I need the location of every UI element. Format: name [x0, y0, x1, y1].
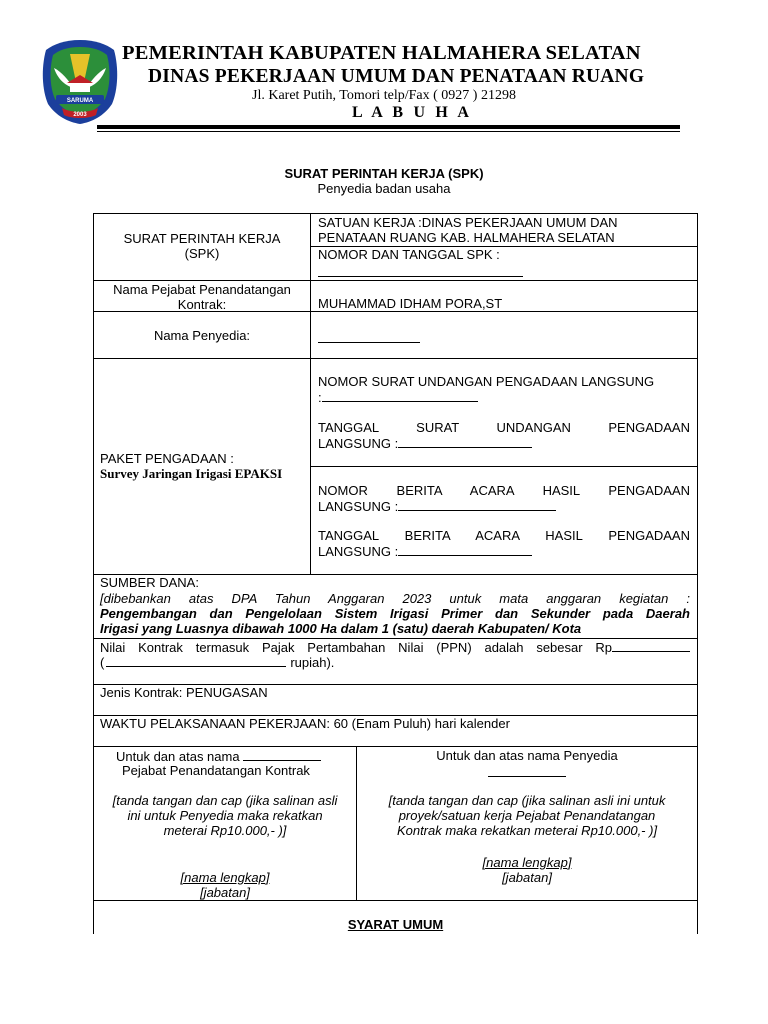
letterhead-city: L A B U H A: [352, 104, 473, 121]
tanggal-ba-blank: [398, 543, 532, 556]
nomor-ba-blank: [398, 498, 556, 511]
row-divider: [94, 746, 697, 747]
sumber-dana-line3: Irigasi yang Luasnya dibawah 1000 Ha dalam 1 (satu) daerah Kabupaten/ Kota: [100, 621, 582, 636]
column-divider: [310, 214, 311, 574]
nomor-ba-line2: [318, 498, 556, 514]
penyedia-blank: [318, 330, 420, 343]
nilai-kontrak-line2: [100, 654, 334, 670]
paket-label: PAKET PENGADAAN :: [100, 451, 234, 466]
satuan-kerja-line2: PENATAAN RUANG KAB. HALMAHERA SELATAN: [318, 230, 615, 245]
sumber-dana-label: SUMBER DANA:: [100, 575, 199, 590]
satuan-kerja-line1: SATUAN KERJA :DINAS PEKERJAAN UMUM DAN: [318, 215, 618, 230]
sign-right-note1: [tanda tangan dan cap (jika salinan asli ini untuk: [388, 793, 666, 808]
pejabat-label-line2: Kontrak:: [177, 297, 227, 312]
nomor-ba-label: LANGSUNG :: [318, 499, 399, 514]
tanggal-ba-label: LANGSUNG :: [318, 544, 399, 559]
sign-left-note3: meterai Rp10.000,- )]: [163, 823, 287, 838]
logo-house: [70, 82, 90, 92]
sign-left-note1: [tanda tangan dan cap (jika salinan asli: [112, 793, 338, 808]
pejabat-value: MUHAMMAD IDHAM PORA,ST: [318, 296, 503, 311]
tanggal-undangan-label: LANGSUNG :: [318, 436, 399, 451]
logo-ribbon-text: SARUMA: [66, 98, 94, 104]
sign-right-note3: Kontrak maka rekatkan meterai Rp10.000,- )]: [396, 823, 658, 838]
tanggal-undangan-blank: [398, 435, 532, 448]
logo-year: 2003: [73, 112, 87, 118]
nilai-kontrak-open-paren: (: [100, 655, 105, 670]
sumber-dana-line1: [dibebankan atas DPA Tahun Anggaran 2023 untuk mata anggaran kegiatan :: [100, 591, 690, 606]
row-divider: [94, 900, 697, 901]
sign-right-line1: Untuk dan atas nama Penyedia: [436, 748, 618, 763]
letterhead-rule-thin: [97, 131, 680, 132]
letterhead-line1: PEMERINTAH KABUPATEN HALMAHERA SELATAN: [122, 42, 641, 64]
sign-left-blank: [243, 748, 321, 761]
sign-right-blank: [488, 764, 566, 777]
letterhead-rule-thick: [97, 125, 680, 129]
row-divider: [94, 280, 697, 281]
nilai-kontrak-words-blank: [106, 654, 286, 667]
jenis-kontrak: Jenis Kontrak: PENUGASAN: [100, 685, 268, 700]
nomor-undangan-line1: NOMOR SURAT UNDANGAN PENGADAAN LANGSUNG: [318, 374, 655, 389]
spk-form-table: [93, 213, 698, 934]
letterhead-address: Jl. Karet Putih, Tomori telp/Fax ( 0927 ) 21298: [252, 88, 516, 103]
sign-right-title: [jabatan]: [502, 870, 552, 885]
nomor-ba-line1: NOMOR BERITA ACARA HASIL PENGADAAN: [318, 483, 690, 498]
penyedia-label: Nama Penyedia:: [153, 328, 251, 343]
document-title: SURAT PERINTAH KERJA (SPK): [284, 166, 484, 181]
syarat-umum-heading: SYARAT UMUM: [347, 917, 444, 932]
nilai-kontrak-line1: [100, 639, 690, 655]
letterhead-line2: DINAS PEKERJAAN UMUM DAN PENATAAN RUANG: [148, 66, 645, 87]
sign-left-line1: [116, 748, 321, 764]
regency-logo: [40, 38, 120, 124]
nilai-kontrak-text: Nilai Kontrak termasuk Pajak Pertambahan Nilai (PPN) adalah sebesar Rp: [100, 640, 612, 655]
sign-right-name: [nama lengkap]: [482, 855, 572, 870]
row-divider: [94, 358, 697, 359]
sign-left-title: [jabatan]: [200, 885, 250, 900]
nomor-tanggal-spk-blank: [318, 264, 523, 277]
paket-value: Survey Jaringan Irigasi EPAKSI: [100, 466, 283, 481]
tanggal-undangan-line1: TANGGAL SURAT UNDANGAN PENGADAAN: [318, 420, 690, 435]
nilai-kontrak-amount-blank: [612, 639, 690, 652]
sumber-dana-line2: Pengembangan dan Pengelolaan Sistem Irigasi Primer dan Sekunder pada Daerah: [100, 606, 690, 621]
nomor-undangan-blank: [322, 389, 478, 402]
nomor-undangan-line2: [318, 389, 478, 405]
nomor-tanggal-spk-label: NOMOR DAN TANGGAL SPK :: [318, 247, 500, 262]
row-divider: [311, 466, 697, 467]
nilai-kontrak-rupiah: rupiah).: [290, 655, 335, 670]
document-subtitle: Penyedia badan usaha: [317, 181, 451, 196]
tanggal-undangan-line2: [318, 435, 532, 451]
sign-left-name: [nama lengkap]: [180, 870, 270, 885]
sign-left-for: Untuk dan atas nama: [116, 749, 240, 764]
waktu-pelaksanaan: WAKTU PELAKSANAAN PEKERJAAN: 60 (Enam Puluh) hari kalender: [100, 716, 510, 731]
nomor-undangan-colon: :: [318, 390, 322, 405]
spk-label: SURAT PERINTAH KERJA (SPK): [123, 231, 281, 261]
sign-left-note2: ini untuk Penyedia maka rekatkan: [127, 808, 323, 823]
tanggal-ba-line1: TANGGAL BERITA ACARA HASIL PENGADAAN: [318, 528, 690, 543]
sign-right-note2: proyek/satuan kerja Pejabat Penandatangan: [398, 808, 656, 823]
tanggal-ba-line2: [318, 543, 532, 559]
pejabat-label-line1: Nama Pejabat Penandatangan: [113, 282, 291, 297]
sign-left-line2: Pejabat Penandatangan Kontrak: [122, 763, 310, 778]
